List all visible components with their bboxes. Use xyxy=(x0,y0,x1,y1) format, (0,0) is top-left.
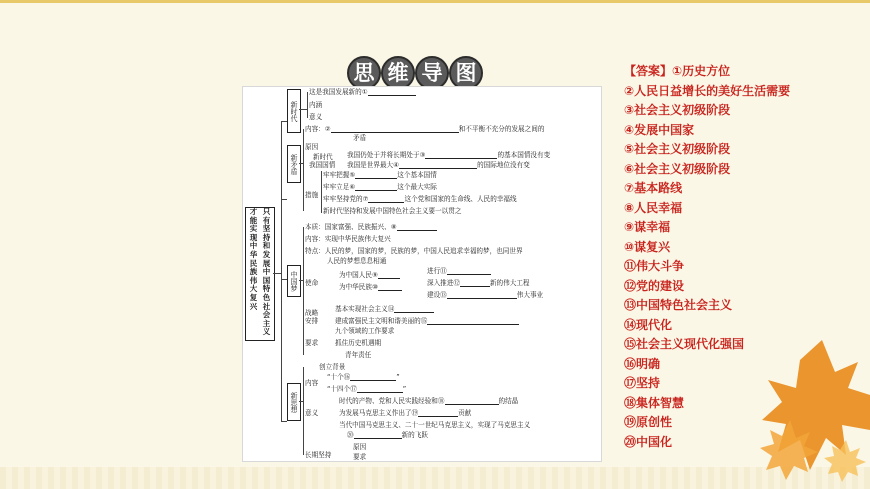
thought-sig-2: 为发展马克思主义作出了⑲ xyxy=(339,409,419,417)
thought-significance: 意义 xyxy=(305,409,319,417)
dream-strategy-2: 建成富强民主文明和谐美丽的⑮ xyxy=(335,317,428,325)
dream-mission-c2: 伟大事业 xyxy=(516,291,544,299)
answer-item: ⑬中国特色社会主义 xyxy=(624,298,733,312)
root-char: 展 xyxy=(262,258,271,268)
dream-req-2: 抓住历史机遇期 xyxy=(335,339,382,347)
root-char: 族 xyxy=(249,267,258,277)
thought-sig-2b: 贡献 xyxy=(458,409,472,417)
dream-strategy: 战略安排 xyxy=(305,309,319,325)
measure-3b: 这个党和国家的生命线、人民的幸福线 xyxy=(404,195,517,203)
dream-feature-b: 人民的梦想息息相通 xyxy=(327,257,387,265)
root-char: 现 xyxy=(249,232,258,242)
thought-persist: 长期坚持 xyxy=(305,451,332,459)
thought-content: 内容 xyxy=(305,379,319,387)
root-char: 实 xyxy=(249,224,258,234)
root-char: 民 xyxy=(249,258,258,268)
root-char: 大 xyxy=(249,284,258,294)
mindmap-title xyxy=(345,54,483,90)
contradiction-measures: 措施 xyxy=(305,191,319,199)
contradiction-content-b: 和不平衡不充分的发展之间的 xyxy=(458,125,545,133)
dream-requirements: 要求 xyxy=(305,339,319,347)
branch-contradiction: 新矛盾 xyxy=(287,145,301,183)
thought-content-2: “十四个⑰ xyxy=(327,385,357,393)
root-char: 社 xyxy=(262,301,271,311)
root-char: 有 xyxy=(262,215,271,225)
new-era-item: 这是我国发展新的① xyxy=(309,88,368,96)
dream-for-people: 为中国人民⑨ xyxy=(339,271,378,279)
root-char: 兴 xyxy=(249,301,258,311)
reason-1: 我国仍处于并将长期处于③ xyxy=(347,151,426,159)
dream-mission-a: 进行⑪ xyxy=(427,267,447,275)
answer-item: 【答案】①历史方位 xyxy=(624,64,731,78)
answer-item: ⑩谋复兴 xyxy=(624,239,671,254)
answer-item: ②人民日益增长的美好生活需要 xyxy=(624,83,791,98)
title-char: 导 xyxy=(415,56,449,90)
root-char: 中 xyxy=(249,241,258,251)
root-char: 才 xyxy=(249,207,258,216)
root-char: 国 xyxy=(262,275,271,285)
reason-2b: 的国际地位没有变 xyxy=(477,161,530,169)
root-char: 发 xyxy=(262,249,271,259)
answer-item: ⑭现代化 xyxy=(624,317,673,332)
answer-item: ⑯明确 xyxy=(624,356,661,371)
dream-req-1: 九个领域的工作要求 xyxy=(335,327,395,335)
root-char: 中 xyxy=(262,267,271,277)
contradiction-content-c: 矛盾 xyxy=(353,134,367,142)
thought-persist-2: 要求 xyxy=(353,453,367,461)
mind-map: 才 能 实 现 中 华 民 族 伟 大 复 兴 只 有 坚 持 和 发 展 中 国 特 色 社 会 主 义 新时代 这是我国发展新的① 内涵 意义 新矛盾 内容：② 和不平衡不充分的发展之间的 矛盾 原因 新时代 我国国情 我国仍处于并将长期处于③ 的基本国情没有变 我国是世界最大④ 的国际地位没有变 措施 牢牢把握⑤ 这个基本国情 牢牢立足⑥ 这个最大实际 牢牢坚持党的⑦ 这个党和国家的生命线、人民的幸福线 新时代坚持和发展中国特色社会主义要一以贯之 中国梦 本质：国家富强、民族振兴、⑧ 内容：实现中华民族伟大复兴 特点：人民的梦，国家的梦，民族的梦，中国人民追求幸福的梦，也同世界 人民的梦想息息相通 使命 为中国人民⑨ 为中华民族⑩ 进行⑪ 深入推进⑫ 新的伟大工程 建设⑬ 伟大事业 战略安排 基本实现社会主义⑭ 建成富强民主文明和谐美丽的⑮ 要求 九个领域的工作要求 抓住历史机遇期 青年责任 新思想 创立背景 内容 “十个⑯ ” “十四个⑰ ” 意义 时代的产物、党和人民实践经验和⑱ 的结晶 为发展马克思主义作出了⑲ 贡献 当代中国马克思主义、二十一世纪马克思主义，实现了马克思主义 ⑳ 新的飞跃 长期坚持 原因 要求 xyxy=(242,86,602,462)
thought-sig-3c: 新的飞跃 xyxy=(401,431,428,439)
root-char: 会 xyxy=(262,310,271,320)
dream-mission-c: 建设⑬ xyxy=(427,291,447,299)
branch-china-dream: 中国梦 xyxy=(287,265,301,297)
thought-sig-1b: 的结晶 xyxy=(498,397,519,405)
measure-1: 牢牢把握⑤ xyxy=(323,171,356,179)
dream-mission-b2: 新的伟大工程 xyxy=(489,279,530,287)
new-era-item: 意义 xyxy=(309,113,323,121)
dream-mission-b: 深入推进⑫ xyxy=(427,279,460,287)
thought-sig-3: 当代中国马克思主义、二十一世纪马克思主义，实现了马克思主义 xyxy=(339,421,531,429)
dream-essence: 本质：国家富强、民族振兴、⑧ xyxy=(305,223,397,231)
answer-item: ⑫党的建设 xyxy=(624,278,685,293)
root-char: 持 xyxy=(262,232,271,242)
branch-new-era: 新时代 xyxy=(287,89,301,133)
answer-item: ⑥社会主义初级阶段 xyxy=(624,161,731,176)
root-char: 义 xyxy=(262,327,271,337)
measure-3: 牢牢坚持党的⑦ xyxy=(323,195,369,203)
root-char: 能 xyxy=(249,215,258,225)
dream-for-nation: 为中华民族⑩ xyxy=(339,283,378,291)
answer-item: ⑧人民幸福 xyxy=(624,200,683,215)
branch-new-thought: 新思想 xyxy=(287,383,301,421)
dream-mission: 使命 xyxy=(305,279,319,287)
thought-persist-1: 原因 xyxy=(353,443,367,451)
answer-item: ⑨谋幸福 xyxy=(624,220,671,234)
answer-item: ⑰坚持 xyxy=(624,376,661,390)
root-char: 色 xyxy=(262,292,271,302)
root-char: 主 xyxy=(262,318,271,328)
thought-sig-3b: ⑳ xyxy=(347,431,354,439)
reason-2: 我国是世界最大④ xyxy=(347,161,400,169)
root-char: 坚 xyxy=(262,224,271,234)
answer-item: ⑪伟大斗争 xyxy=(624,259,685,273)
root-char: 只 xyxy=(262,207,271,216)
reason-1b: 的基本国情没有变 xyxy=(497,151,551,159)
thought-content-1: “十个⑯ xyxy=(327,373,351,381)
root-node xyxy=(245,207,275,341)
contradiction-sub-b: 我国国情 xyxy=(309,161,336,169)
dream-req-3: 青年责任 xyxy=(345,351,372,359)
measure-1b: 这个基本国情 xyxy=(397,171,437,179)
new-era-item: 内涵 xyxy=(309,101,323,109)
title-char: 维 xyxy=(381,56,415,90)
measure-4: 新时代坚持和发展中国特色社会主义要一以贯之 xyxy=(323,207,462,215)
thought-background: 创立背景 xyxy=(319,363,346,371)
contradiction-content: 内容：② xyxy=(305,125,331,133)
answer-item: ⑤社会主义初级阶段 xyxy=(624,142,731,156)
answer-item: ⑳中国化 xyxy=(624,434,673,449)
title-char: 图 xyxy=(449,56,483,90)
root-char: 复 xyxy=(249,292,258,302)
measure-2: 牢牢立足⑥ xyxy=(323,183,356,191)
root-char: 华 xyxy=(249,249,258,259)
root-column xyxy=(247,208,260,311)
answer-item: ⑱集体智慧 xyxy=(624,395,685,410)
answer-list xyxy=(624,62,864,452)
dream-feature: 特点：人民的梦，国家的梦，民族的梦，中国人民追求幸福的梦，也同世界 xyxy=(305,247,523,255)
answer-item: ⑲原创性 xyxy=(624,415,673,429)
root-column xyxy=(260,208,273,337)
measure-2b: 这个最大实际 xyxy=(397,183,437,191)
dream-content: 内容：实现中华民族伟大复兴 xyxy=(305,235,391,243)
answer-item: ⑦基本路线 xyxy=(624,181,683,195)
root-char: 和 xyxy=(262,241,271,251)
root-char: 伟 xyxy=(249,275,258,285)
answer-item: ⑮社会主义现代化强国 xyxy=(624,337,745,351)
thought-sig-1: 时代的产物、党和人民实践经验和⑱ xyxy=(339,397,445,405)
contradiction-sub-a: 新时代 xyxy=(313,153,333,161)
answer-item: ③社会主义初级阶段 xyxy=(624,103,731,117)
contradiction-reason: 原因 xyxy=(305,143,319,151)
dream-strategy-1: 基本实现社会主义⑭ xyxy=(335,305,395,313)
title-char: 思 xyxy=(347,56,381,90)
answer-item: ④发展中国家 xyxy=(624,122,695,137)
root-char: 特 xyxy=(262,284,271,294)
